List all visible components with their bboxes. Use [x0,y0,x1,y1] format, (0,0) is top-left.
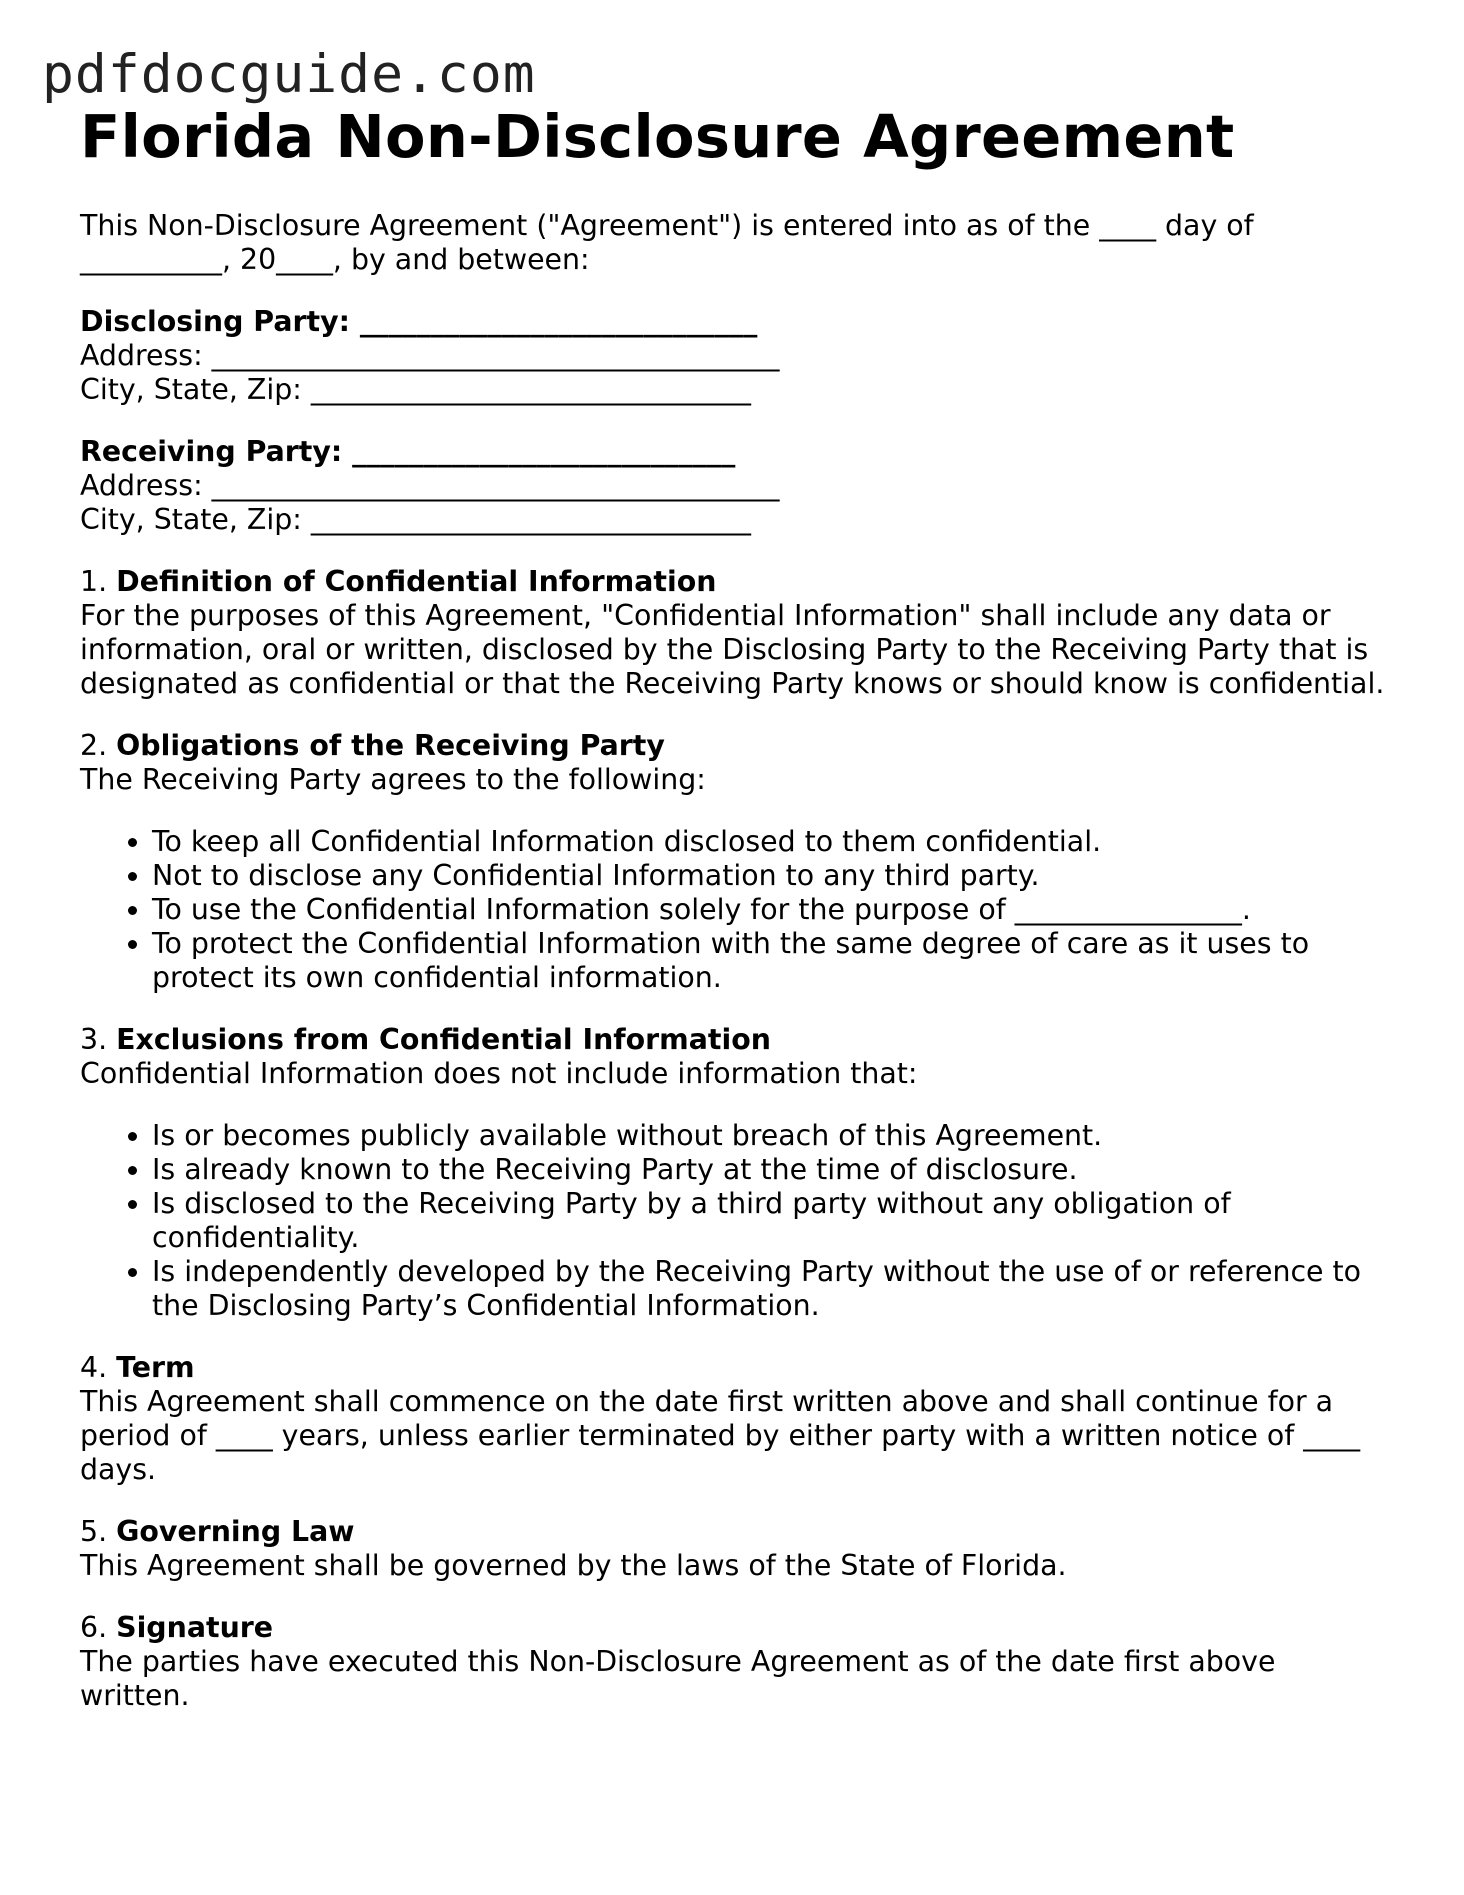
disclosing-party-city: City, State, Zip: _______________________________ [80,373,751,406]
disclosing-party-block [80,305,1390,407]
section-title: Exclusions from Confidential Information [116,1023,771,1056]
section-number: 3. [80,1023,117,1056]
document-title: Florida Non-Disclosure Agreement [80,102,1235,171]
section-obligations [80,729,1390,995]
list-item: • To use the Confidential Information solely for the purpose of ________________. [152,893,1390,927]
section-title: Term [116,1351,195,1384]
section-exclusions [80,1023,1390,1323]
list-item: • Not to disclose any Confidential Information to any third party. [152,859,1390,893]
receiving-party-city: City, State, Zip: _______________________________ [80,503,751,536]
list-item: • To keep all Confidential Information disclosed to them confidential. [152,825,1390,859]
section-heading [80,1023,1390,1057]
section-number: 2. [80,729,117,762]
section-body: Confidential Information does not include information that: [80,1057,918,1090]
section-governing-law [80,1515,1390,1583]
section-heading [80,565,1390,599]
list-item: • Is independently developed by the Receiving Party without the use of or reference to the Disclosing Party’s Confidential Information. [152,1255,1390,1323]
section-definition [80,565,1390,701]
obligations-list [80,825,1390,995]
list-item: • Is already known to the Receiving Party at the time of disclosure. [152,1153,1390,1187]
section-title: Obligations of the Receiving Party [116,729,665,762]
section-heading [80,1351,1390,1385]
section-body: For the purposes of this Agreement, "Confidential Information" shall include any data or information, oral or written, disclosed by the Disclosing Party to the Receiving Party that is designated as confidential or that the Receiving Party knows or should know is confidential. [80,599,1385,700]
section-body: This Agreement shall commence on the date first written above and shall continue for a period of ____ years, unless earlier terminated by either party with a written notice of ____ days. [80,1385,1361,1486]
receiving-party-block [80,435,1390,537]
watermark-logo: pdfdocguide.com [42,44,536,105]
section-title: Governing Law [116,1515,355,1548]
list-item: • Is disclosed to the Receiving Party by a third party without any obligation of confidentiality. [152,1187,1390,1255]
intro-line-1: This Non-Disclosure Agreement ("Agreement") is entered into as of the ____ day of [80,209,1254,242]
section-signature [80,1611,1390,1713]
document-body [80,102,1390,1741]
section-number: 5. [80,1515,117,1548]
section-number: 1. [80,565,117,598]
list-item: • To protect the Confidential Information with the same degree of care as it uses to protect its own confidential information. [152,927,1390,995]
section-heading [80,729,1390,763]
intro-paragraph [80,209,1390,277]
exclusions-list [80,1119,1390,1323]
disclosing-party-address: Address: ________________________________________ [80,339,780,372]
section-heading [80,1611,1390,1645]
list-item: • Is or becomes publicly available without breach of this Agreement. [152,1119,1390,1153]
section-heading [80,1515,1390,1549]
section-term [80,1351,1390,1487]
receiving-party-address: Address: ________________________________________ [80,469,780,502]
section-body: The Receiving Party agrees to the following: [80,763,706,796]
section-body: This Agreement shall be governed by the laws of the State of Florida. [80,1549,1067,1582]
section-body: The parties have executed this Non-Disclosure Agreement as of the date first above written. [80,1645,1276,1712]
intro-line-2: __________, 20____, by and between: [80,243,590,276]
disclosing-party-label: Disclosing Party: ____________________________ [80,305,758,338]
section-title: Definition of Confidential Information [116,565,717,598]
section-number: 6. [80,1611,117,1644]
receiving-party-label: Receiving Party: ___________________________ [80,435,736,468]
section-title: Signature [116,1611,274,1644]
section-number: 4. [80,1351,117,1384]
